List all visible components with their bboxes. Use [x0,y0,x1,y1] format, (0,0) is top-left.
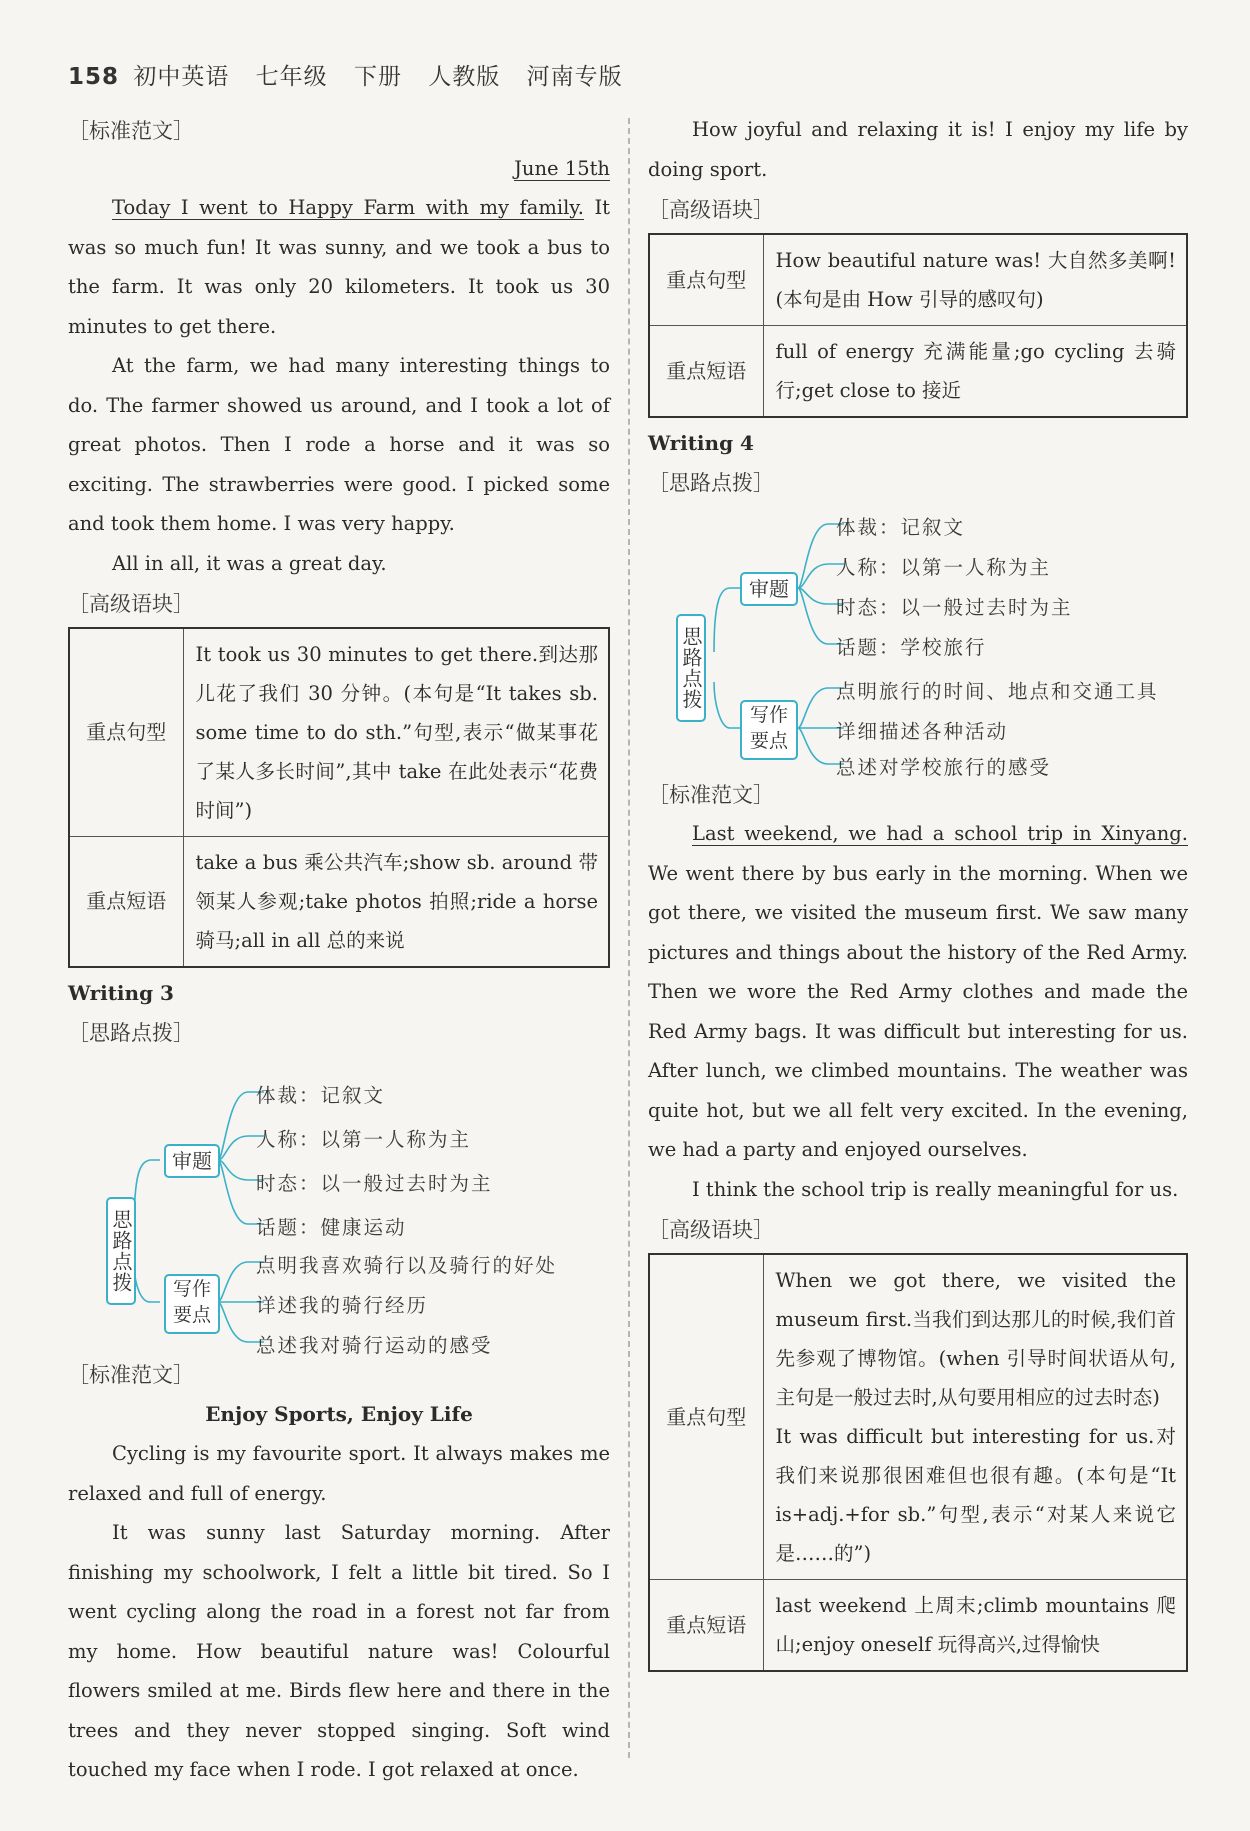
table-row [649,1254,1187,1580]
thinking-tips-label: ［思路点拨］ [68,1021,194,1045]
mind-map-item: 人称：以第一人称为主 [256,1128,472,1151]
advanced-chunks-label: ［高级语块］ [648,198,774,222]
mind-map-item: 时态：以一般过去时为主 [836,596,1073,619]
essay-paragraph: All in all, it was a great day. [112,551,387,575]
key-phrase-label: 重点短语 [69,837,183,968]
essay-paragraph: Today I went to Happy Farm with my family. It was so much fun! It was sunny, and we took a bus to the farm. It was only 20 kilometers. It took us 30 minutes to get there. [68,196,610,338]
topic-sentence: Last weekend, we had a school trip in Xinyang. [692,822,1188,845]
header-region: 河南专版 [526,64,623,90]
advanced-chunks-table [648,233,1188,418]
mind-map-item: 体裁：记叙文 [836,516,966,539]
mind-map-root: 思路点拨 [106,1197,136,1305]
mind-map-item: 总述我对骑行运动的感受 [256,1334,493,1357]
mind-map-item: 点明我喜欢骑行以及骑行的好处 [256,1254,558,1277]
mind-map-branch-review: 审题 [740,572,798,606]
advanced-chunks-table [648,1253,1188,1672]
essay-paragraph: Last weekend, we had a school trip in Xinyang. We went there by bus early in the morning. When we got there, we visited the museum first. We saw many pictures and things about the history of the Red Army. Then we wore the Red Army clothes and made the Red Army bags. It was difficult but interesting for us. After lunch, we climbed mountains. The weather was quite hot, but we all felt very excited. In the evening, we had a party and enjoyed ourselves. [648,822,1188,1161]
key-sentence-label: 重点句型 [69,628,183,837]
key-sentence-text: How beautiful nature was! 大自然多美啊!(本句是由 How 引导的感叹句) [763,234,1187,326]
essay-paragraph-continued: How joyful and relaxing it is! I enjoy my life by doing sport. [648,118,1188,181]
key-phrase-label: 重点短语 [649,1580,763,1672]
header-volume: 下册 [353,64,402,90]
mind-map-item: 总述对学校旅行的感受 [836,756,1052,779]
standard-essay-label: ［标准范文］ [68,119,194,143]
mind-map-item: 时态：以一般过去时为主 [256,1172,493,1195]
advanced-chunks-label: ［高级语块］ [68,592,194,616]
essay-date: June 15th [514,157,610,180]
mind-map-branch-points: 写作要点 [740,700,798,760]
mind-map-item: 话题：健康运动 [256,1216,407,1239]
mind-map-item: 点明旅行的时间、地点和交通工具 [836,680,1159,703]
mind-map-item: 话题：学校旅行 [836,636,987,659]
mind-map-root: 思路点拨 [676,614,706,722]
header-grade: 七年级 [255,64,328,90]
header-edition: 人教版 [428,64,501,90]
mind-map-branch-review: 审题 [164,1144,220,1178]
writing-4-title: Writing 4 [648,431,754,455]
key-phrase-label: 重点短语 [649,326,763,418]
essay-paragraph: At the farm, we had many interesting things to do. The farmer showed us around, and I took a lot of great photos. Then I rode a horse and it was so exciting. The strawberries were good. I picked some and took them home. I was very happy. [68,354,610,535]
advanced-chunks-table [68,627,610,968]
mind-map-writing-4 [648,502,1188,779]
key-sentence-label: 重点句型 [649,1254,763,1580]
right-column [648,110,1188,1678]
mind-map-item: 详述我的骑行经历 [256,1294,429,1317]
topic-sentence: Today I went to Happy Farm with my family. [112,196,584,219]
mind-map-writing-3 [68,1052,610,1357]
key-sentence-text: It took us 30 minutes to get there.到达那儿花了我们 30 分钟。(本句是“It takes sb. some time to do sth.”句型,表示“做某事花了某人多长时间”,其中 take 在此处表示“花费时间”) [183,628,609,837]
essay-title: Enjoy Sports, Enjoy Life [205,1402,473,1426]
left-column [68,110,610,1790]
essay-paragraph: Cycling is my favourite sport. It always makes me relaxed and full of energy. [68,1442,610,1505]
table-row [649,234,1187,326]
mind-map-item: 体裁：记叙文 [256,1084,386,1107]
table-row [649,326,1187,418]
column-divider [628,118,630,1758]
key-phrase-text: full of energy 充满能量;go cycling 去骑行;get close to 接近 [763,326,1187,418]
essay-paragraph: It was sunny last Saturday morning. After finishing my schoolwork, I felt a little bit tired. So I went cycling along the road in a forest not far from my home. How beautiful nature was! Colourful flowers smiled at me. Birds flew here and there in the trees and they never stopped singing. Soft wind touched my face when I rode. I got relaxed at once. [68,1521,610,1781]
page-number: 158 [68,64,120,90]
header-subject: 初中英语 [133,64,230,90]
key-sentence-label: 重点句型 [649,234,763,326]
thinking-tips-label: ［思路点拨］ [648,471,774,495]
key-sentence-text [763,1254,1187,1580]
mind-map-item: 详细描述各种活动 [836,720,1009,743]
mind-map-branch-points: 写作要点 [164,1274,220,1334]
essay-paragraph: I think the school trip is really meaningful for us. [692,1177,1179,1201]
page-header [68,58,641,91]
key-phrase-text: last weekend 上周末;climb mountains 爬山;enjoy oneself 玩得高兴,过得愉快 [763,1580,1187,1672]
key-sentence-1: When we got there, we visited the museum first.当我们到达那儿的时候,我们首先参观了博物馆。(when 引导时间状语从句,主句是一般过去时,从句要用相应的过去时态) [775,1269,1176,1409]
advanced-chunks-label: ［高级语块］ [648,1218,774,1242]
writing-3-title: Writing 3 [68,981,174,1005]
standard-essay-label: ［标准范文］ [68,1363,194,1387]
table-row [69,628,609,837]
table-row [69,837,609,968]
key-sentence-2: It was difficult but interesting for us.对我们来说那很困难但也很有趣。(本句是“It is+adj.+for sb.”句型,表示“对某人来说它是……的”) [775,1425,1176,1565]
key-phrase-text: take a bus 乘公共汽车;show sb. around 带领某人参观;take photos 拍照;ride a horse 骑马;all in all 总的来说 [183,837,609,968]
mind-map-item: 人称：以第一人称为主 [836,556,1052,579]
table-row [649,1580,1187,1672]
standard-essay-label: ［标准范文］ [648,783,774,807]
